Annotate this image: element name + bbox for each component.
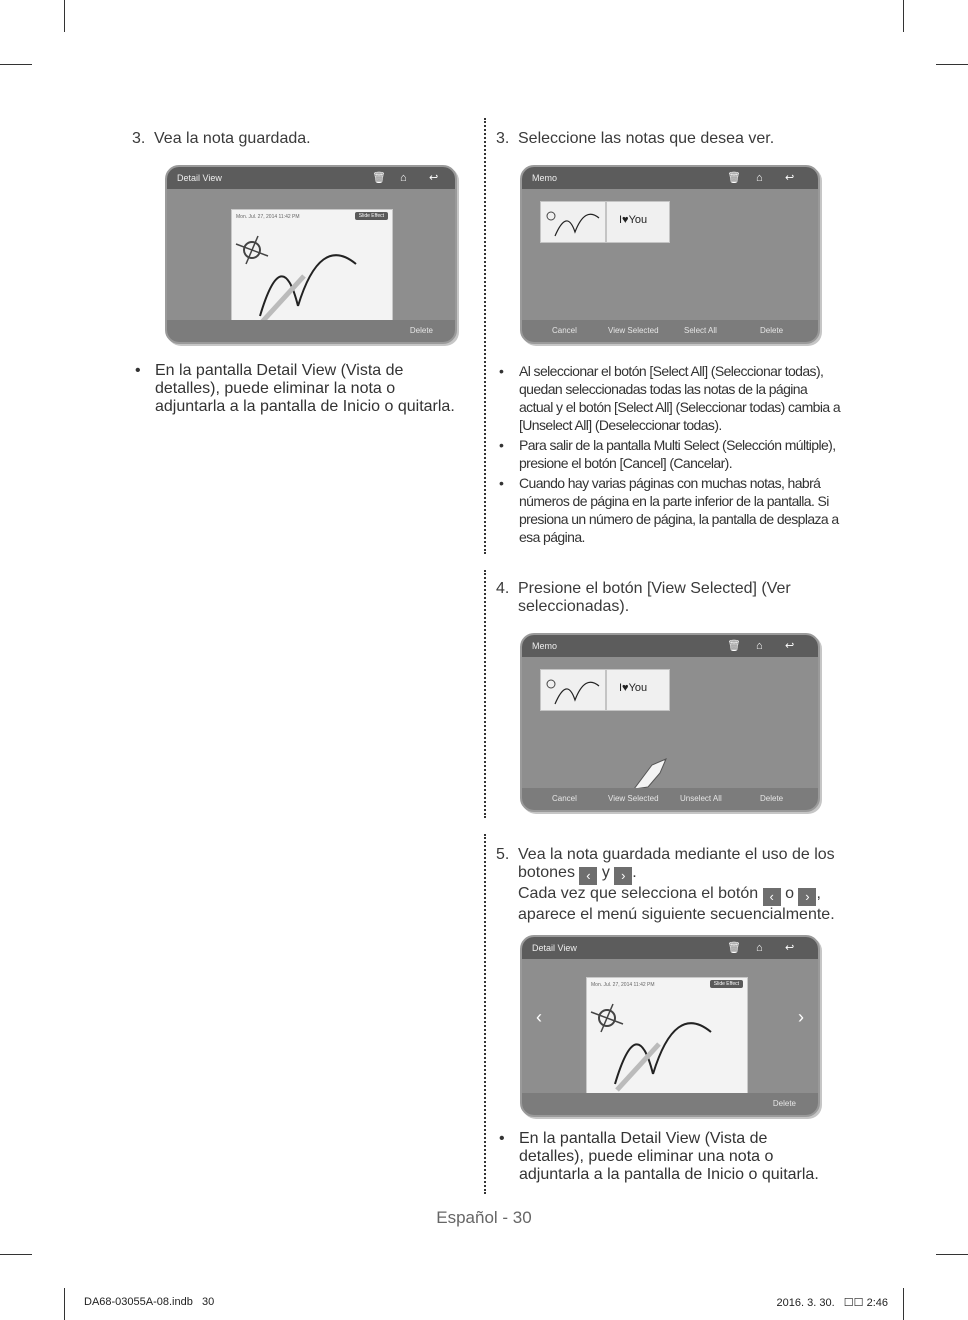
title-bar bbox=[167, 167, 455, 189]
step-fragment: botones bbox=[518, 864, 575, 881]
column-divider bbox=[484, 834, 486, 1194]
bullet-text: En la pantalla Detail View (Vista de detalles), puede eliminar la nota o adjuntarla a la pantalla de Inicio o quitarla. bbox=[155, 362, 455, 415]
screen-footer bbox=[522, 1093, 818, 1115]
step-fragment: . bbox=[632, 864, 637, 881]
note-card bbox=[586, 977, 748, 1107]
prev-arrow-icon: ‹ bbox=[536, 1007, 542, 1027]
screen-title: Detail View bbox=[532, 943, 577, 953]
trash-icon: 🗑 bbox=[372, 172, 386, 184]
imprint-file: DA68-03055A-08.indb 30 bbox=[84, 1296, 215, 1308]
delete-label: Delete bbox=[409, 326, 433, 335]
delete-label: Delete bbox=[772, 1099, 796, 1108]
step-fragment: y bbox=[601, 864, 610, 881]
thumb-text: I♥You bbox=[619, 682, 648, 694]
view-selected-label: View Selected bbox=[608, 326, 659, 335]
step-number: 3. bbox=[132, 130, 146, 147]
bullet-text: En la pantalla Detail View (Vista de detalles), puede eliminar una nota o adjuntarla a la pantalla de Inicio o quitarla. bbox=[519, 1130, 819, 1183]
thumb-drawing bbox=[541, 670, 605, 710]
bullet-item bbox=[496, 436, 842, 472]
screen-title: Memo bbox=[532, 173, 558, 183]
title-bar bbox=[522, 635, 818, 657]
slide-effect-button: Slide Effect bbox=[355, 212, 388, 220]
crop-mark bbox=[0, 64, 32, 65]
bullet-text: Para salir de la pantalla Multi Select (Selección múltiple), presione el botón [Cancel] (Cancelar). bbox=[519, 437, 836, 471]
step-line bbox=[518, 864, 838, 885]
bullet-icon: • bbox=[135, 362, 141, 379]
crop-mark bbox=[64, 1288, 65, 1320]
title-bar bbox=[522, 167, 818, 189]
crop-mark bbox=[0, 1254, 32, 1255]
trash-icon: 🗑 bbox=[727, 640, 741, 652]
back-icon: ↩ bbox=[785, 640, 795, 652]
step-fragment: o bbox=[785, 885, 794, 902]
crop-mark bbox=[936, 1254, 968, 1255]
step-text: Vea la nota guardada. bbox=[154, 130, 311, 147]
unselect-all-label: Unselect All bbox=[680, 794, 722, 803]
memo-select-screenshot bbox=[520, 165, 820, 344]
bullet-item bbox=[496, 362, 842, 434]
select-all-label: Select All bbox=[684, 326, 717, 335]
screen-footer bbox=[522, 320, 818, 342]
pointing-hand-icon bbox=[630, 755, 670, 791]
memo-thumbnail bbox=[606, 669, 670, 711]
bullet-text: Al seleccionar el botón [Select All] (Seleccionar todas), quedan seleccionadas todas las notas de la página actual y el botón [Select All] (Seleccionar todas) cambia a [Unselect All] (Deseleccionar todas). bbox=[519, 363, 841, 433]
step-line bbox=[518, 885, 838, 906]
delete-label: Delete bbox=[760, 794, 784, 803]
memo-thumbnail bbox=[540, 201, 606, 243]
step-text: Seleccione las notas que desea ver. bbox=[518, 130, 775, 147]
cancel-label: Cancel bbox=[552, 326, 577, 335]
view-selected-label: View Selected bbox=[608, 794, 659, 803]
delete-label: Delete bbox=[760, 326, 784, 335]
screen-footer bbox=[522, 788, 818, 810]
back-icon: ↩ bbox=[429, 172, 439, 184]
screen-title: Memo bbox=[532, 641, 558, 651]
crop-mark bbox=[936, 64, 968, 65]
step-text: Presione el botón [View Selected] (Ver seleccionadas). bbox=[518, 580, 791, 615]
detail-view-nav-screenshot bbox=[520, 935, 820, 1117]
note-drawing bbox=[232, 224, 392, 334]
bullet-icon: • bbox=[499, 437, 504, 453]
next-icon: › bbox=[614, 867, 632, 885]
prev-icon: ‹ bbox=[763, 888, 781, 906]
column-divider bbox=[484, 570, 486, 818]
step-line: aparece el menú siguiente secuencialmente. bbox=[518, 906, 835, 923]
screen-body bbox=[522, 657, 818, 788]
trash-icon: 🗑 bbox=[727, 172, 741, 184]
crop-mark bbox=[903, 0, 904, 32]
thumb-text: I♥You bbox=[619, 214, 648, 226]
home-icon: ⌂ bbox=[756, 942, 763, 954]
right-step-5 bbox=[496, 846, 836, 922]
note-date: Mon. Jul. 27, 2014 11:42 PM bbox=[236, 214, 300, 220]
prev-icon: ‹ bbox=[579, 867, 597, 885]
home-icon: ⌂ bbox=[756, 172, 763, 184]
note-date: Mon. Jul. 27, 2014 11:42 PM bbox=[591, 982, 655, 988]
bullet-icon: • bbox=[499, 1130, 505, 1147]
right-step-4 bbox=[496, 580, 826, 620]
home-icon: ⌂ bbox=[756, 640, 763, 652]
imprint-date: 2016. 3. 30. ☐☐ 2:46 bbox=[776, 1297, 888, 1309]
bullet-item bbox=[496, 474, 842, 546]
page-number: Español - 30 bbox=[436, 1208, 532, 1227]
thumb-drawing bbox=[541, 202, 605, 242]
right-bullets bbox=[496, 362, 842, 548]
step-number: 5. bbox=[496, 846, 510, 863]
cancel-label: Cancel bbox=[552, 794, 577, 803]
step-fragment: Cada vez que selecciona el botón bbox=[518, 885, 759, 902]
memo-thumbnail bbox=[540, 669, 606, 711]
slide-effect-button: Slide Effect bbox=[710, 980, 743, 988]
step-text bbox=[518, 846, 838, 924]
step-number: 4. bbox=[496, 580, 510, 597]
bullet-item bbox=[132, 362, 462, 416]
screen-body bbox=[522, 189, 818, 320]
right-end-bullets bbox=[496, 1130, 836, 1184]
step-line: Vea la nota guardada mediante el uso de los bbox=[518, 846, 835, 863]
bullet-text: Cuando hay varias páginas con muchas notas, habrá números de página en la parte inferior de la pantalla. Si presiona un número de página, la pantalla de desplaza a esa página. bbox=[519, 475, 839, 545]
bullet-item bbox=[496, 1130, 836, 1184]
memo-view-selected-screenshot bbox=[520, 633, 820, 812]
next-icon: › bbox=[798, 888, 816, 906]
home-icon: ⌂ bbox=[400, 172, 407, 184]
bullet-icon: • bbox=[499, 363, 504, 379]
bullet-icon: • bbox=[499, 475, 504, 491]
back-icon: ↩ bbox=[785, 942, 795, 954]
screen-body bbox=[167, 189, 455, 320]
memo-thumbnail bbox=[606, 201, 670, 243]
note-drawing bbox=[587, 992, 747, 1102]
left-bullets bbox=[132, 362, 462, 416]
back-icon: ↩ bbox=[785, 172, 795, 184]
title-bar bbox=[522, 937, 818, 959]
screen-title: Detail View bbox=[177, 173, 222, 183]
crop-mark bbox=[903, 1288, 904, 1320]
trash-icon: 🗑 bbox=[727, 942, 741, 954]
crop-mark bbox=[64, 0, 65, 32]
screen-footer bbox=[167, 320, 455, 342]
step-fragment: , bbox=[816, 885, 821, 902]
screen-body bbox=[522, 959, 818, 1093]
step-number: 3. bbox=[496, 130, 510, 147]
next-arrow-icon: › bbox=[798, 1007, 804, 1027]
detail-view-screenshot bbox=[165, 165, 457, 344]
column-divider bbox=[484, 118, 486, 554]
